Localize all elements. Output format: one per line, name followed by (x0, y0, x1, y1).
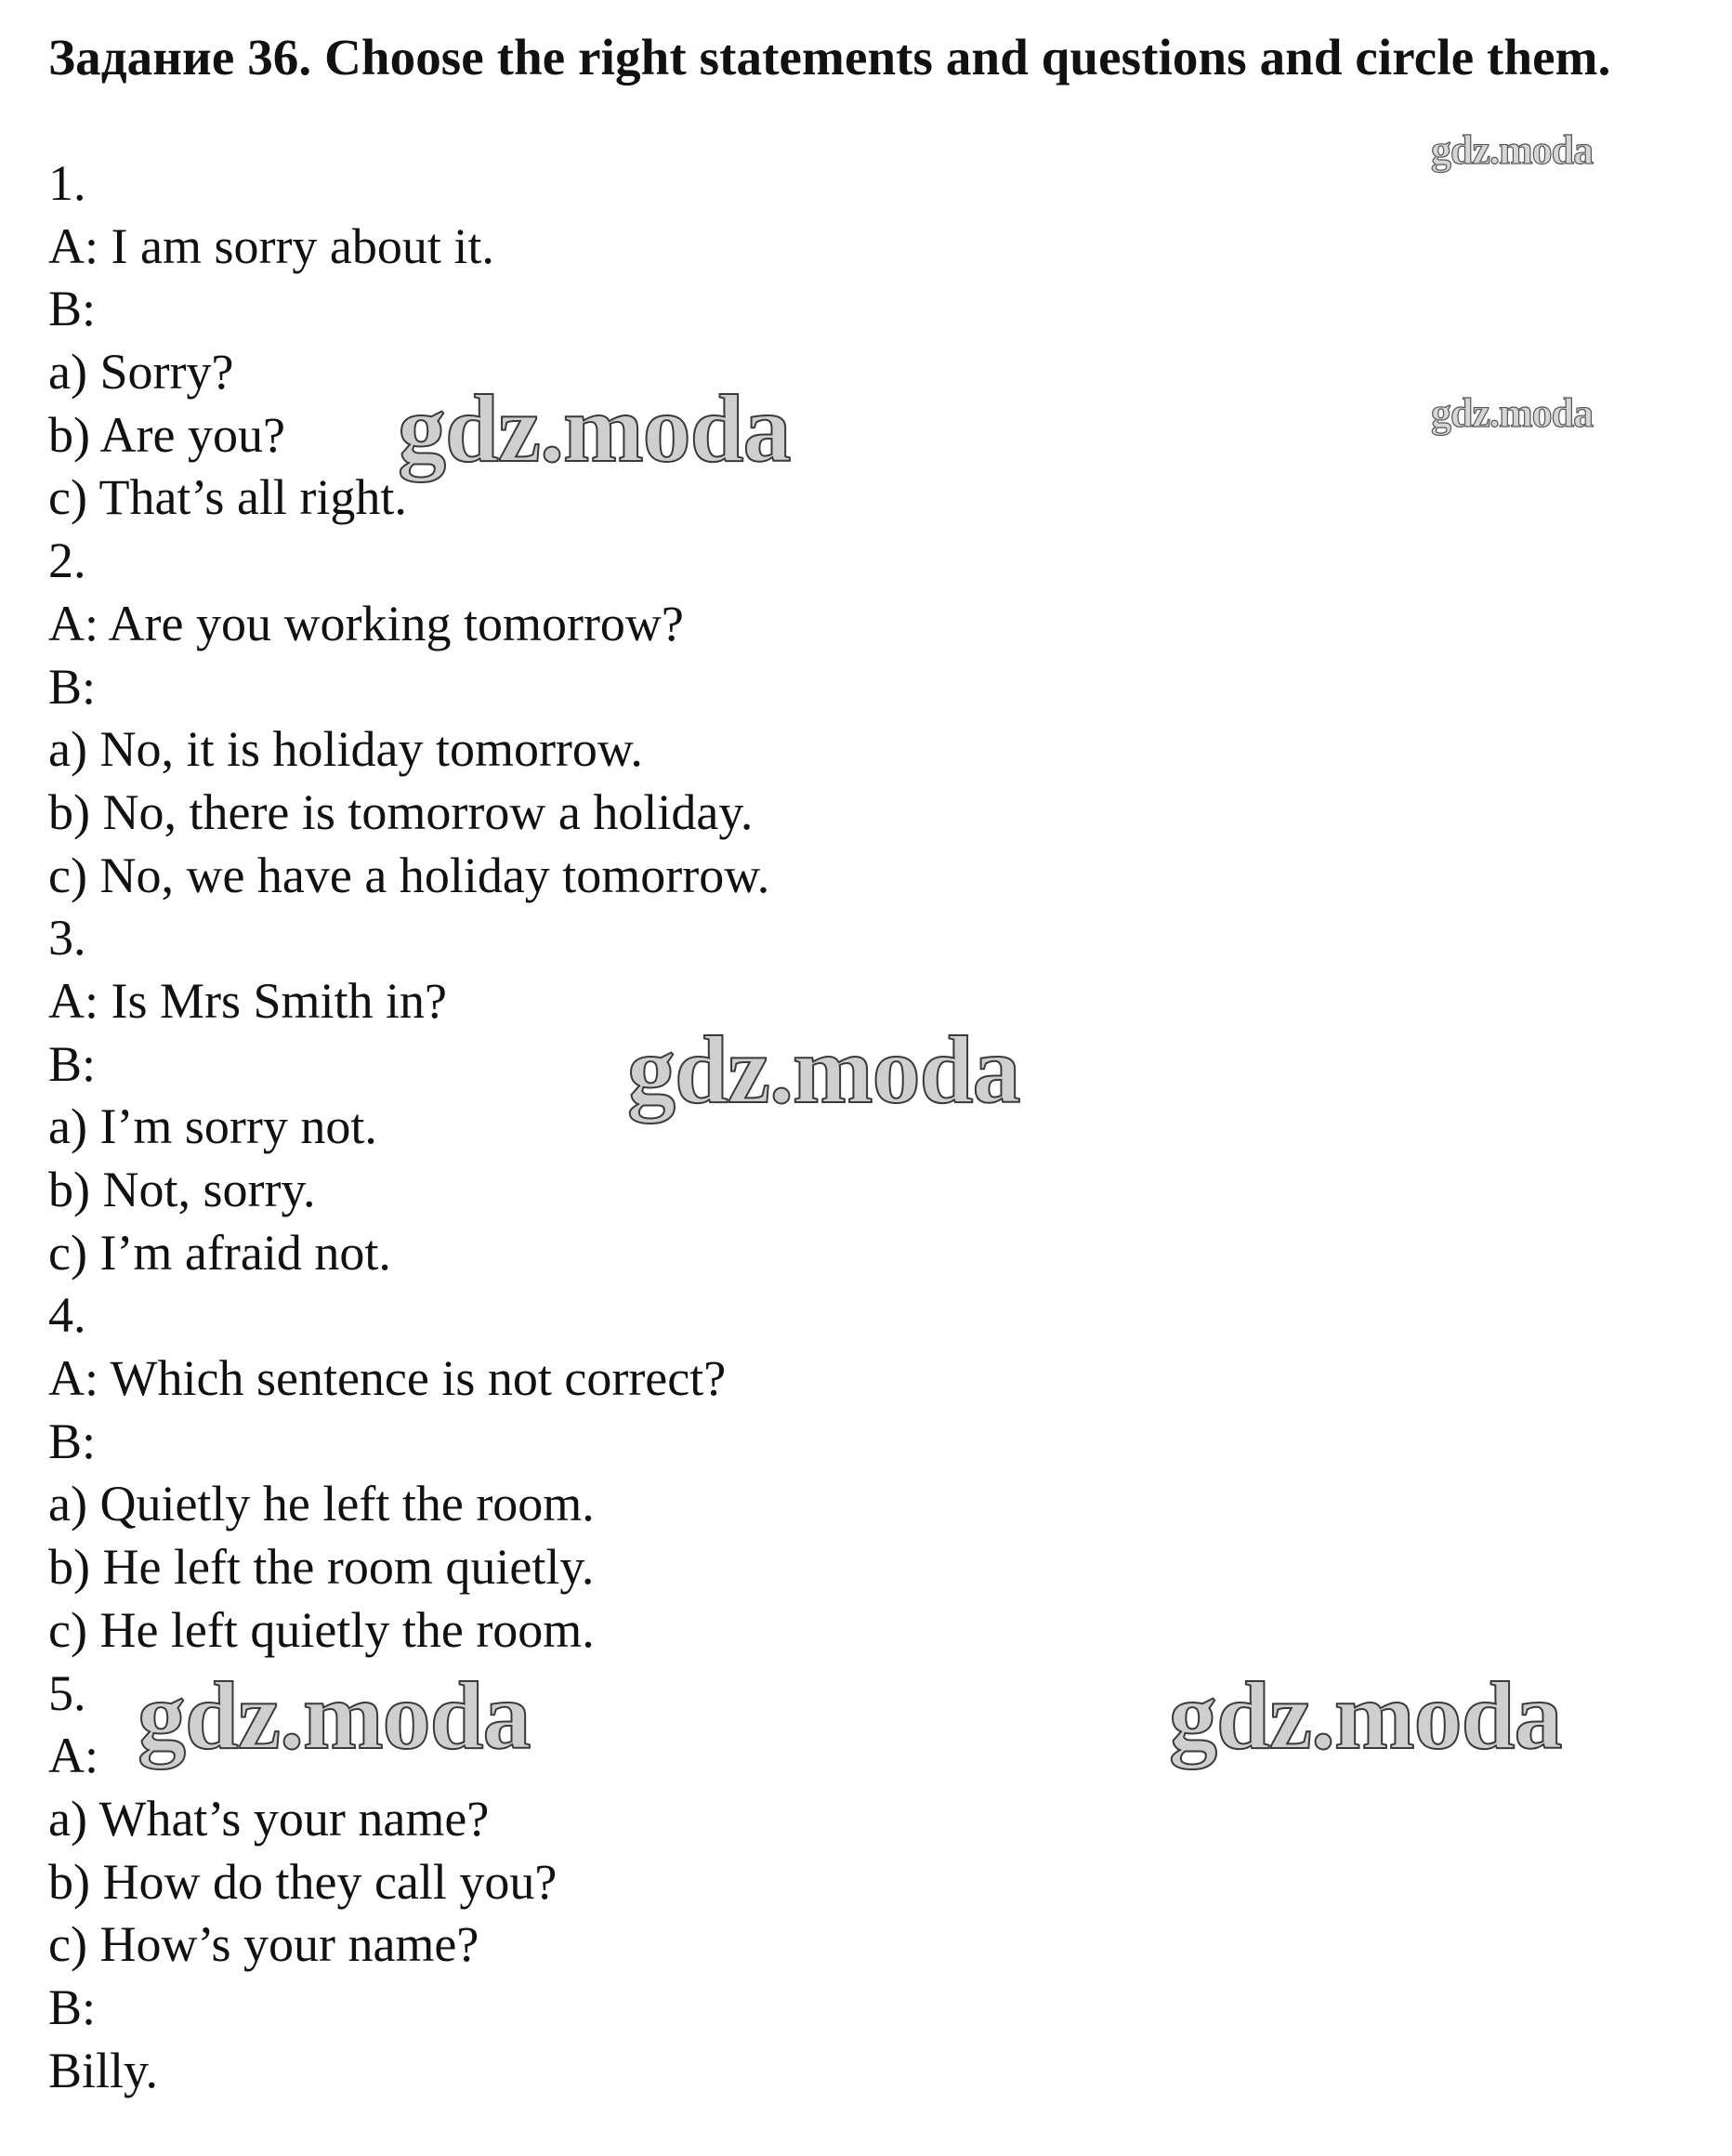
watermark-large-4: gdz.moda (1169, 1663, 1562, 1769)
exercise-3-option-c[interactable]: c) I’m afraid not. (48, 1224, 391, 1281)
exercise-3-b-label: B: (48, 1035, 97, 1092)
exercise-4-prompt: A: Which sentence is not correct? (48, 1350, 727, 1407)
exercise-3-number: 3. (48, 910, 86, 966)
task-title: Задание 36. Choose the right statements and questions and circle them. (48, 29, 1611, 85)
watermark-small-top: gdz.moda (1431, 127, 1594, 173)
exercise-5-a-label: A: (48, 1728, 98, 1784)
exercise-1-option-a[interactable]: a) Sorry? (48, 344, 234, 401)
exercise-2-option-a[interactable]: a) No, it is holiday tomorrow. (48, 721, 643, 778)
watermark-small-right: gdz.moda (1431, 390, 1594, 436)
exercise-5-answer: Billy. (48, 2042, 159, 2098)
exercise-5-number: 5. (48, 1664, 86, 1721)
exercise-3-prompt: A: Is Mrs Smith in? (48, 972, 448, 1029)
exercise-4-number: 4. (48, 1287, 86, 1344)
exercise-2-option-c[interactable]: c) No, we have a holiday tomorrow. (48, 847, 770, 903)
exercise-3-option-a[interactable]: a) I’m sorry not. (48, 1098, 377, 1155)
exercise-5-option-b[interactable]: b) How do they call you? (48, 1853, 558, 1910)
exercise-4-option-b[interactable]: b) He left the room quietly. (48, 1539, 595, 1596)
exercise-5-option-a[interactable]: a) What’s your name? (48, 1790, 490, 1847)
exercise-2-option-b[interactable]: b) No, there is tomorrow a holiday. (48, 783, 754, 840)
watermark-large-2: gdz.moda (627, 1017, 1020, 1124)
exercise-1-option-b[interactable]: b) Are you? (48, 406, 285, 463)
exercise-4-option-a[interactable]: a) Quietly he left the room. (48, 1476, 595, 1532)
watermark-large-3: gdz.moda (138, 1663, 531, 1769)
exercise-4-option-c[interactable]: c) He left quietly the room. (48, 1601, 595, 1658)
exercise-4-b-label: B: (48, 1413, 97, 1469)
watermark-large-1: gdz.moda (398, 375, 791, 482)
exercise-1-number: 1. (48, 155, 86, 211)
exercise-2-number: 2. (48, 532, 86, 589)
exercise-5-option-c[interactable]: c) How’s your name? (48, 1916, 479, 1973)
exercise-2-b-label: B: (48, 658, 97, 715)
exercise-5-b-label: B: (48, 1979, 97, 2035)
exercise-3-option-b[interactable]: b) Not, sorry. (48, 1162, 316, 1217)
exercise-1-prompt: A: I am sorry about it. (48, 217, 494, 274)
exercise-1-b-label: B: (48, 281, 97, 337)
exercise-1-option-c[interactable]: c) That’s all right. (48, 469, 407, 526)
exercise-2-prompt: A: Are you working tomorrow? (48, 595, 684, 651)
